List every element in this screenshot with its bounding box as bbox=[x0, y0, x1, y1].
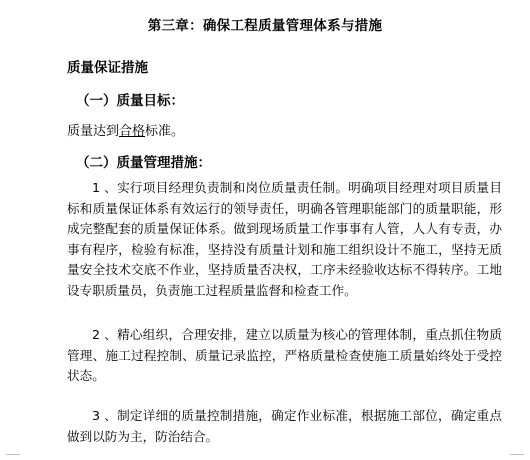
section-title: 质量保证措施 bbox=[67, 60, 148, 76]
goal-text-after: 标准。 bbox=[145, 124, 185, 139]
paragraph-3: 3 、制定详细的质量控制措施，确定作业标准，根据施工部位，确定重点做到以防为主，防治结合。 bbox=[67, 408, 502, 444]
page-corner-mark-right bbox=[510, 454, 524, 455]
goal-text-before: 质量达到 bbox=[67, 124, 120, 139]
goal-text-underlined: 合格 bbox=[119, 124, 146, 139]
page-corner-mark-left bbox=[6, 454, 20, 455]
subsection-management-heading: （二）质量管理措施： bbox=[76, 155, 211, 171]
paragraph-1: 1 、实行项目经理负责制和岗位质量责任制。明确项目经理对项目质量目标和质量保证体系有效运行的领导责任，明确各管理职能部门的质量职能，形成完整配套的质量保证体系。做到现场质量工作事事有人管，人人有专责，办事有程序，检验有标准，坚持没有质量计划和施工组织设计不施工，坚持无质量安全技术交底不作业，坚持质量否决权，工序未经验收达标不得转序。工地设专职质量员，负责施工过程质量监督和检查工作。 bbox=[67, 180, 502, 298]
chapter-title: 第三章：确保工程质量管理体系与措施 bbox=[147, 18, 383, 34]
paragraph-2: 2 、精心组织，合理安排，建立以质量为核心的管理体制，重点抓住物质管理、施工过程控制、质量记录监控，严格质量检查使施工质量始终处于受控状态。 bbox=[67, 327, 502, 384]
goal-text bbox=[67, 120, 184, 139]
subsection-goal-heading: （一）质量目标： bbox=[76, 93, 184, 109]
